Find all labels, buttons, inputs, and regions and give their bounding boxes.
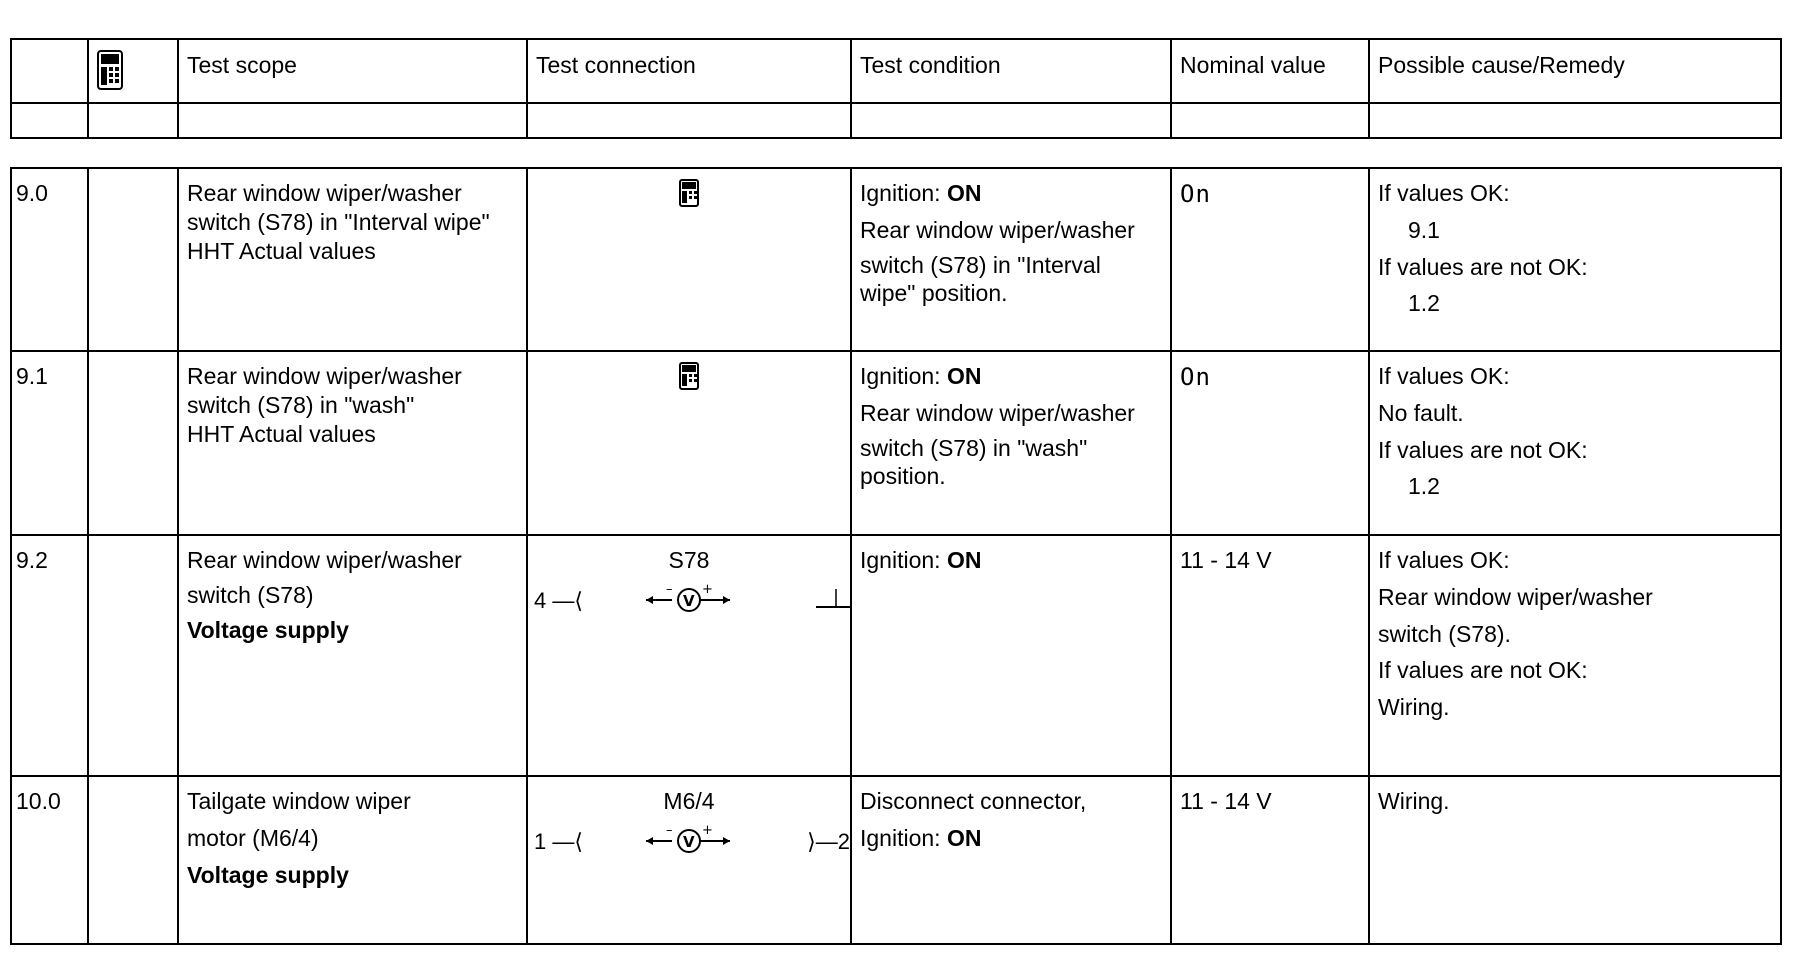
table-row xyxy=(11,351,1781,535)
svg-text:–: – xyxy=(666,822,673,838)
nominal-on: On xyxy=(1180,180,1211,208)
header-tester-cell xyxy=(88,39,178,103)
nominal-value xyxy=(1171,351,1369,535)
nominal-value: 11 - 14 V xyxy=(1171,776,1369,944)
condition-line: switch (S78) in "wash" xyxy=(860,434,1088,461)
condition-line: switch (S78) in "Interval xyxy=(860,251,1101,278)
nominal-value: 11 - 14 V xyxy=(1171,535,1369,776)
pin-right: ⟩—2 xyxy=(807,828,850,854)
remedy-step-link: 1.2 xyxy=(1408,290,1440,317)
scope-line: HHT Actual values xyxy=(187,420,376,447)
table-row xyxy=(11,776,1781,944)
scope-line: Tailgate window wiper xyxy=(187,788,411,814)
header-row xyxy=(11,39,1781,103)
remedy-line: Wiring. xyxy=(1378,694,1450,720)
step-number: 10.0 xyxy=(11,776,88,944)
scope-line: Rear window wiper/washer xyxy=(187,363,462,389)
header-spacer-row xyxy=(11,103,1781,138)
test-connection xyxy=(527,535,851,776)
svg-text:+: + xyxy=(702,822,713,838)
condition-value: ON xyxy=(946,547,982,573)
pin-left: 1 —⟨ xyxy=(534,828,583,854)
remedy-line: No fault. xyxy=(1378,399,1464,426)
scope-line: motor (M6/4) xyxy=(187,824,319,851)
step-number: 9.0 xyxy=(11,168,88,351)
scope-bold-line: Voltage supply xyxy=(187,861,349,888)
scope-line: Rear window wiper/washer xyxy=(187,180,462,206)
condition-label: Ignition: xyxy=(860,824,947,851)
scope-line: HHT Actual values xyxy=(187,237,376,264)
test-condition xyxy=(851,535,1171,776)
header-table xyxy=(10,38,1782,139)
scope-bold-line: Voltage supply xyxy=(187,616,349,643)
scope-line: switch (S78) xyxy=(187,581,314,608)
possible-cause xyxy=(1369,351,1781,535)
svg-text:V: V xyxy=(683,591,695,610)
header-nominal-value: Nominal value xyxy=(1171,39,1369,103)
tester-cell xyxy=(88,351,178,535)
remedy-line: If values are not OK: xyxy=(1378,657,1588,684)
condition-value: ON xyxy=(946,824,982,851)
scope-line: switch (S78) in "wash" xyxy=(187,391,415,418)
connection-diagram xyxy=(528,581,850,621)
condition-line: position. xyxy=(860,463,946,490)
step-number: 9.1 xyxy=(11,351,88,535)
header-test-connection: Test connection xyxy=(527,39,851,103)
ground-icon xyxy=(816,585,850,622)
hht-tester-icon xyxy=(679,362,699,397)
possible-cause xyxy=(1369,535,1781,776)
condition-value: ON xyxy=(946,363,982,389)
condition-line: Rear window wiper/washer xyxy=(860,216,1135,243)
condition-line: Disconnect connector, xyxy=(860,788,1087,814)
voltmeter-icon xyxy=(644,822,734,863)
step-number: 9.2 xyxy=(11,535,88,776)
voltmeter-icon xyxy=(644,581,734,622)
condition-label: Ignition: xyxy=(860,363,947,389)
remedy-line: If values OK: xyxy=(1378,180,1510,206)
test-steps-table xyxy=(10,167,1782,945)
hht-tester-icon xyxy=(679,179,699,214)
condition-line: wipe" position. xyxy=(860,280,1008,307)
remedy-step-link: 1.2 xyxy=(1408,473,1440,500)
svg-text:–: – xyxy=(666,581,673,597)
remedy-step-link: 9.1 xyxy=(1408,216,1440,243)
pin-left: 4 —⟨ xyxy=(534,587,583,613)
header-possible-cause: Possible cause/Remedy xyxy=(1369,39,1781,103)
header-test-condition: Test condition xyxy=(851,39,1171,103)
hht-tester-icon xyxy=(97,50,123,97)
test-scope xyxy=(178,535,527,776)
test-scope xyxy=(178,776,527,944)
test-connection xyxy=(527,168,851,351)
remedy-line: Wiring. xyxy=(1378,788,1450,814)
tester-cell xyxy=(88,535,178,776)
table-row xyxy=(11,168,1781,351)
component-label: M6/4 xyxy=(663,788,715,814)
possible-cause xyxy=(1369,776,1781,944)
test-condition xyxy=(851,168,1171,351)
test-connection xyxy=(527,351,851,535)
condition-label: Ignition: xyxy=(860,547,947,573)
component-label: S78 xyxy=(668,547,710,573)
tester-cell xyxy=(88,168,178,351)
test-condition xyxy=(851,776,1171,944)
remedy-line: If values OK: xyxy=(1378,547,1510,573)
header-step xyxy=(11,39,88,103)
nominal-on: On xyxy=(1180,363,1211,391)
scope-line: Rear window wiper/washer xyxy=(187,547,462,573)
remedy-line: If values OK: xyxy=(1378,363,1510,389)
connection-diagram xyxy=(528,822,850,862)
condition-line: Rear window wiper/washer xyxy=(860,399,1135,426)
condition-label: Ignition: xyxy=(860,180,947,206)
test-connection xyxy=(527,776,851,944)
remedy-line: If values are not OK: xyxy=(1378,436,1588,463)
remedy-line: switch (S78). xyxy=(1378,620,1511,647)
header-test-scope: Test scope xyxy=(178,39,527,103)
condition-value: ON xyxy=(946,180,982,206)
test-scope xyxy=(178,351,527,535)
scope-line: switch (S78) in "Interval wipe" xyxy=(187,208,490,235)
test-scope xyxy=(178,168,527,351)
svg-text:+: + xyxy=(702,581,713,597)
remedy-line: Rear window wiper/washer xyxy=(1378,583,1653,610)
svg-text:V: V xyxy=(683,832,695,851)
table-row xyxy=(11,535,1781,776)
possible-cause xyxy=(1369,168,1781,351)
test-condition xyxy=(851,351,1171,535)
nominal-value xyxy=(1171,168,1369,351)
remedy-line: If values are not OK: xyxy=(1378,253,1588,280)
tester-cell xyxy=(88,776,178,944)
